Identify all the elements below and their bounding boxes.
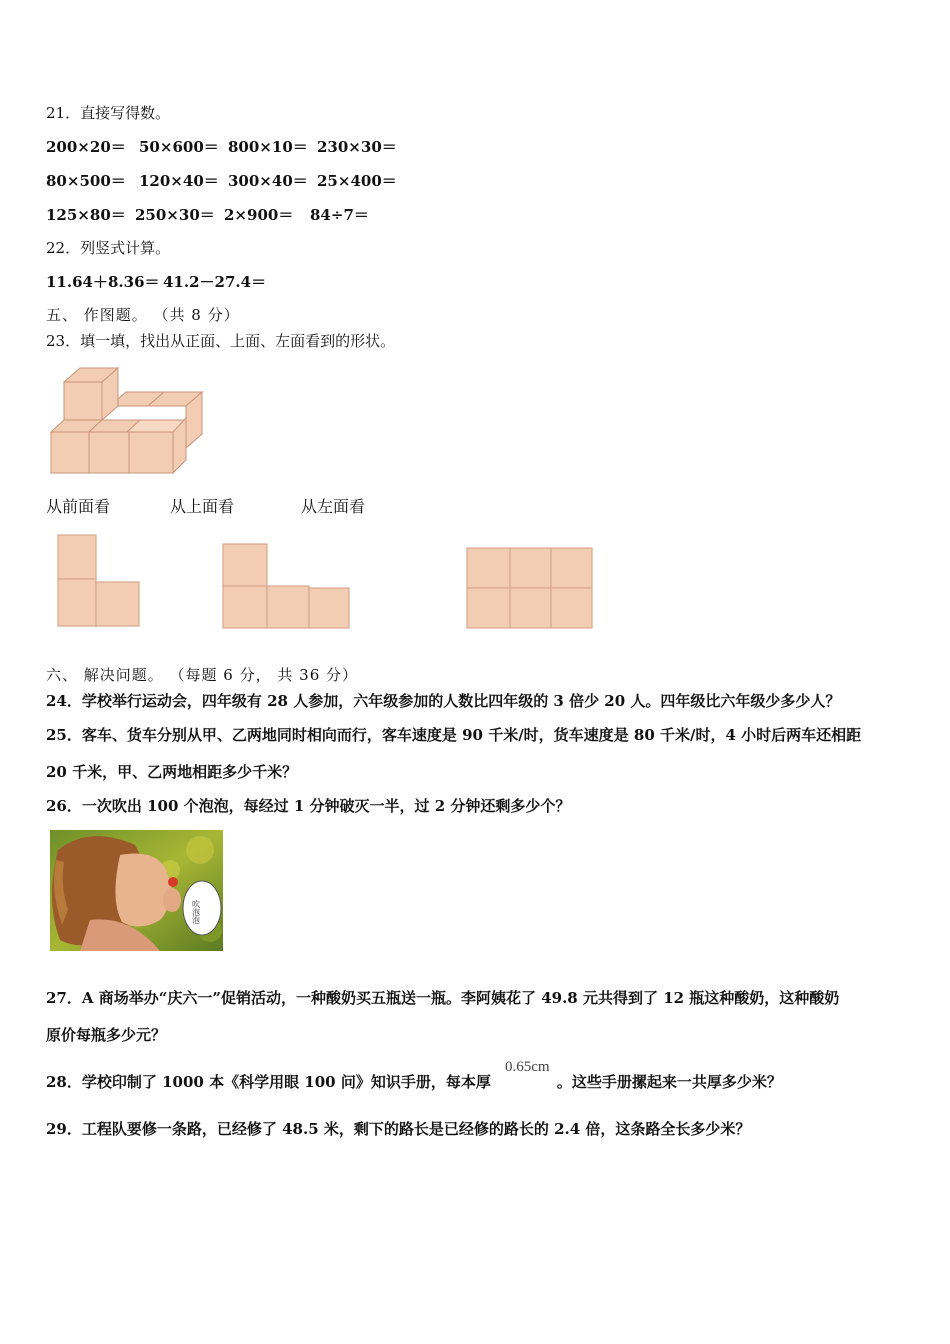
calc-item: 125×80＝ [46,206,126,224]
calc-item: 50×600＝ [139,138,219,156]
q21-row-1 [46,137,397,157]
cube-stack-figure [46,362,211,477]
q25-line-1: 25．客车、货车分别从甲、乙两地同时相向而行，客车速度是 90 千米/时，货车速度是 80 千米/时，4 小时后两车还相距 [46,726,862,744]
q25-line-2: 20 千米，甲、乙两地相距多少千米？ [46,763,298,781]
q21-row-3 [46,205,369,225]
q22-title: 22．列竖式计算。 [46,239,171,257]
calc-item: 300×40＝ [228,172,308,190]
calc-item: 200×20＝ [46,138,126,156]
view-shape-2 [220,541,354,633]
q28-text-after: 。这些手册摞起来一共厚多少米？ [556,1073,782,1091]
calc-item: 80×500＝ [46,172,126,190]
view-shape-3 [464,545,596,631]
view-shape-1 [55,532,145,630]
calc-item: 25×400＝ [317,172,397,190]
q24-text: 24．学校举行运动会，四年级有 28 人参加，六年级参加的人数比四年级的 3 倍少 20 人。四年级比六年级少多少人？ [46,692,841,710]
q28-text-before: 28．学校印制了 1000 本《科学用眼 100 问》知识手册，每本厚 [46,1073,491,1091]
calc-item: 800×10＝ [228,138,308,156]
q28-text [46,1072,782,1092]
calc-item: 120×40＝ [139,172,219,190]
view-label-left: 从左面看 [301,497,366,516]
calc-item: 230×30＝ [317,138,397,156]
girl-blowing-bubbles-photo [50,830,223,951]
view-label-top: 从上面看 [170,497,235,516]
section-5-heading: 五、 作图题。 （共 8 分） [46,306,240,324]
q22-items [46,272,266,292]
q27-line-1: 27．A 商场举办“庆六一”促销活动，一种酸奶买五瓶送一瓶。李阿姨花了 49.8 元共得到了 12 瓶这种酸奶，这种酸奶 [46,989,840,1007]
q26-text: 26．一次吹出 100 个泡泡，每经过 1 分钟破灭一半，过 2 分钟还剩多少个？ [46,797,571,815]
calc-item: 250×30＝ [135,206,215,224]
calc-item: 2×900＝ [224,206,294,224]
q21-title: 21．直接写得数。 [46,104,171,122]
view-label-front: 从前面看 [46,497,111,516]
q27-line-2: 原价每瓶多少元？ [46,1026,167,1044]
bubble-text: 吹泡泡 [191,900,201,924]
section-6-heading: 六、 解决问题。 （每题 6 分， 共 36 分） [46,666,359,684]
book-thickness-value: 0.65cm [505,1059,550,1075]
q21-row-2 [46,171,397,191]
calc-item: 84÷7＝ [310,206,369,224]
q23-title: 23．填一填，找出从正面、上面、左面看到的形状。 [46,332,396,350]
q29-text: 29．工程队要修一条路，已经修了 48.5 米，剩下的路长是已经修的路长的 2.4 倍，这条路全长多少米？ [46,1120,751,1138]
calc-item: 41.2－27.4＝ [163,273,267,291]
calc-item: 11.64＋8.36＝ [46,273,160,291]
